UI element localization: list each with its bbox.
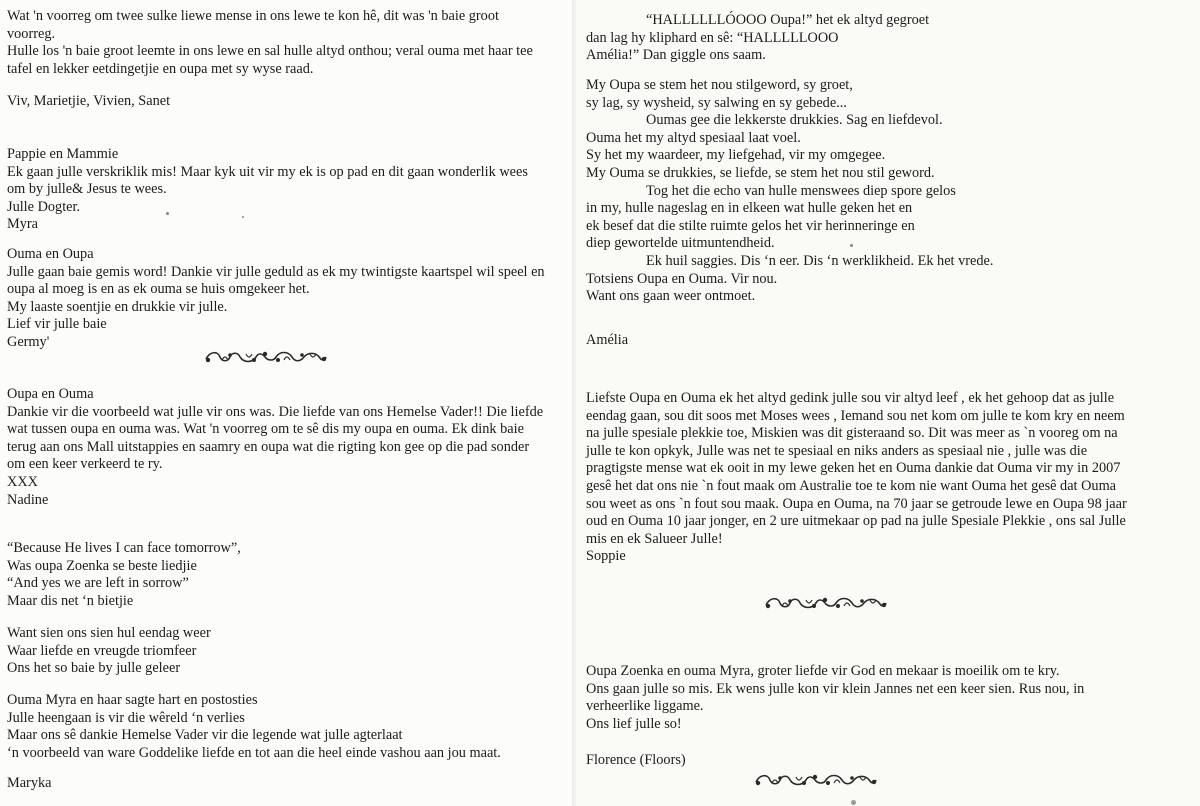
- message-line: Nadine: [7, 491, 49, 508]
- poem-line: Waar liefde en vreugde triomfeer: [7, 642, 197, 659]
- message-line: eendag gaan, sou dit soos met Moses wees , Iemand sou net kom om julle te kom kry en neem: [586, 407, 1125, 424]
- poem-line: Maar ons sê dankie Hemelse Vader vir die legende wat julle agterlaat: [7, 727, 403, 744]
- amelia-stanza: [586, 77, 993, 306]
- message-line: Oupa Zoenka en ouma Myra, groter liefde vir God en mekaar is moeilik om te kry.: [586, 663, 1060, 679]
- message-line: Pappie en Mammie: [7, 146, 119, 162]
- paper-speck: [850, 244, 853, 247]
- poem-line: Totsiens Oupa en Ouma. Vir nou.: [586, 270, 778, 287]
- message-line: oupa al moeg is en as ek ouma se huis omgekeer het.: [7, 281, 310, 298]
- amelia-greeting: [586, 12, 929, 65]
- message-line: na julle spesiale plekkie toe, Miskien was dit gisteraand so. Dit was meer as `n vooreg om na: [586, 425, 1118, 442]
- message-line: My laaste soentjie en drukkie vir julle.: [7, 298, 228, 315]
- poem-stanza: [7, 692, 501, 762]
- poem-line: in my, hulle nageslag en in elkeen wat hulle geken het en: [586, 200, 913, 217]
- message-line: mis en ek Salueer Julle!: [586, 530, 723, 547]
- poem-line: Oumas gee die lekkerste drukkies. Sag en liefdevol.: [646, 112, 943, 129]
- poem-line: “And yes we are left in sorrow”: [7, 575, 189, 592]
- message-line: verheerlike liggame.: [586, 698, 704, 715]
- poem-line: My Ouma se drukkies, se liefde, se stem het nou stil geword.: [586, 164, 935, 181]
- message-line: wat tussen oupa en ouma was. Wat 'n voorreg om te sê dis my oupa en ouma. Ek dink baie: [7, 421, 524, 438]
- poem-line: Ons het so baie by julle geleer: [7, 660, 181, 677]
- poem-line: Was oupa Zoenka se beste liedjie: [7, 557, 197, 574]
- poem-line: Amélia!” Dan giggle ons saam.: [586, 47, 766, 64]
- poem-line: Julle heengaan is vir die wêreld ‘n verlies: [7, 709, 245, 726]
- poem-line: My Oupa se stem het nou stilgeword, sy groet,: [586, 77, 853, 93]
- left-page: [0, 0, 572, 806]
- poem-line: Ouma het my altyd spesiaal laat voel.: [586, 129, 801, 146]
- message-line: gesê het dat ons nie `n fout maak om Australie toe te kom nie want Ouma het gesê dat Ouma: [586, 477, 1117, 494]
- ouma-oupa-message: [7, 246, 545, 352]
- poem-line: ek besef dat die stilte ruimte gelos het vir herinneringe en: [586, 217, 915, 234]
- intro-line: voorreg.: [7, 25, 56, 42]
- poem-stanza: [7, 625, 211, 678]
- soppie-signature: Soppie: [586, 548, 626, 565]
- poem-line: “Because He lives I can face tomorrow”,: [7, 540, 241, 556]
- nadine-message: [7, 386, 543, 509]
- paper-speck: [851, 800, 856, 805]
- intro-line: Wat 'n voorreg om twee sulke liewe mense in ons lewe te kon hê, dit was 'n baie groot: [7, 8, 499, 24]
- message-line: Ouma en Oupa: [7, 246, 94, 262]
- message-line: om een keer verkeerd te ry.: [7, 456, 163, 473]
- poem-line: Sy het my waardeer, my liefgehad, vir my omgegee.: [586, 147, 886, 164]
- message-line: Oupa en Ouma: [7, 386, 94, 402]
- message-line: pragtigste mense wat ek ooit in my lewe geken het en Ouma dankie dat Ouma vir my in 2007: [586, 460, 1121, 477]
- amelia-signature: Amélia: [586, 332, 629, 348]
- poem-line: diep gewortelde uitmuntendheid.: [586, 235, 775, 252]
- paper-speck: [242, 216, 244, 218]
- message-line: Dankie vir die voorbeeld wat julle vir ons was. Die liefde van ons Hemelse Vader!! Die liefde: [7, 403, 544, 420]
- message-line: om by julle& Jesus te wees.: [7, 181, 167, 198]
- poem-line: “HALLLLLLÓOOO Oupa!” het ek altyd gegroet: [646, 12, 930, 28]
- message-line: Julle gaan baie gemis word! Dankie vir julle geduld as ek my twintigste kaartspel wil speel en: [7, 263, 545, 280]
- message-line: Ek gaan julle verskriklik mis! Maar kyk uit vir my ek is op pad en dit gaan wonderlik wees: [7, 163, 528, 180]
- scroll-ornament-icon: [750, 771, 880, 789]
- scroll-ornament-icon: [200, 348, 330, 366]
- message-line: Ons gaan julle so mis. Ek wens julle kon vir klein Jannes net een keer sien. Rus nou, in: [586, 680, 1085, 697]
- poem-line: sy lag, sy wysheid, sy salwing en sy gebede...: [586, 94, 847, 111]
- message-line: Lief vir julle baie: [7, 316, 107, 333]
- florence-message: [586, 663, 1084, 733]
- poem-line: Ek huil saggies. Dis ‘n eer. Dis ‘n werklikheid. Ek het vrede.: [646, 252, 994, 269]
- message-line: Myra: [7, 216, 38, 233]
- florence-signature: Florence (Floors): [586, 752, 686, 768]
- pappie-message: [7, 146, 528, 234]
- message-line: sou weet as ons `n fout sou maak. Oupa en Ouma, na 70 jaar se getroude lewe en Oupa 98 jaar: [586, 495, 1127, 512]
- intro-signature: Viv, Marietjie, Vivien, Sanet: [7, 93, 171, 109]
- poem-line: Maar dis net ‘n bietjie: [7, 592, 134, 609]
- poem-line: Want ons gaan weer ontmoet.: [586, 288, 756, 305]
- poem-line: Ouma Myra en haar sagte hart en postosties: [7, 692, 258, 708]
- poem-signature: Maryka: [7, 775, 52, 791]
- message-line: Germy': [7, 333, 50, 350]
- intro-line: Hulle los 'n baie groot leemte in ons lewe en sal hulle altyd onthou; veral ouma met haar tee: [7, 43, 533, 60]
- poem-stanza: [7, 540, 241, 610]
- message-line: XXX: [7, 473, 38, 490]
- paper-speck: [166, 212, 169, 215]
- message-line: Julle Dogter.: [7, 198, 81, 215]
- scroll-ornament-icon: [760, 594, 890, 612]
- message-line: Ons lief julle so!: [586, 715, 682, 732]
- soppie-message: [586, 390, 1127, 566]
- intro-message: [7, 8, 533, 78]
- poem-line: ‘n voorbeeld van ware Goddelike liefde en tot aan die heel einde vashou aan jou maat.: [7, 744, 501, 761]
- message-line: julle te kon opkyk, Julle was net te spesiaal en niks anders as spesiaal nie , julle was die: [586, 442, 1088, 459]
- message-line: Liefste Oupa en Ouma ek het altyd gedink julle sou vir altyd leef , ek het gehoop dat as julle: [586, 390, 1115, 406]
- right-page: [576, 0, 1200, 806]
- intro-line: tafel en lekker eetdingetjie en oupa met sy wyse raad.: [7, 60, 314, 77]
- message-line: oud en Ouma 10 jaar jonger, en 2 ure uitmekaar op pad na julle Spesiale Plekkie , ons sal Julle: [586, 513, 1126, 530]
- poem-line: dan lag hy kliphard en sê: “HALLLLLOOO: [586, 29, 839, 46]
- poem-line: Tog het die echo van hulle menswees diep spore gelos: [646, 182, 956, 199]
- poem-line: Want sien ons sien hul eendag weer: [7, 625, 211, 641]
- message-line: terug aan ons Mall uitstappies en saamry en oupa wat die rigting kon gee op die pad sonder: [7, 438, 530, 455]
